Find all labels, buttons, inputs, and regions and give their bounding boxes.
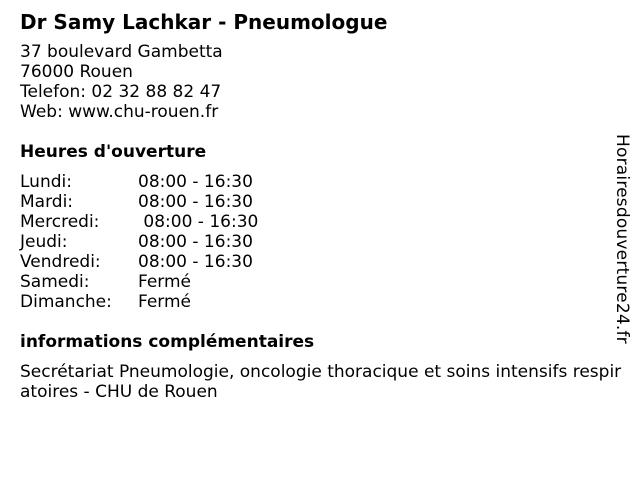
day-label: Samedi:	[20, 272, 90, 292]
time-value: 08:00 - 16:30	[138, 172, 253, 192]
time-value: Fermé	[138, 272, 192, 292]
hours-row-thursday	[20, 232, 620, 252]
phone-number: Telefon: 02 32 88 82 47	[20, 82, 222, 102]
opening-hours-table	[20, 172, 620, 312]
time-value: 08:00 - 16:30	[138, 212, 259, 232]
day-label: Mercredi:	[20, 212, 100, 232]
street-address: 37 boulevard Gambetta	[20, 42, 223, 62]
additional-info-text: Secrétariat Pneumologie, oncologie thoracique et soins intensifs respiratoires - CHU de Rouen	[20, 362, 622, 402]
day-label: Mardi:	[20, 192, 74, 212]
time-value: 08:00 - 16:30	[138, 232, 253, 252]
hours-row-friday	[20, 252, 620, 272]
opening-hours-heading: Heures d'ouverture	[20, 142, 207, 162]
day-label: Jeudi:	[20, 232, 68, 252]
address-block	[20, 42, 620, 122]
day-label: Vendredi:	[20, 252, 101, 272]
day-label: Lundi:	[20, 172, 72, 192]
hours-row-saturday	[20, 272, 620, 292]
time-value: 08:00 - 16:30	[138, 252, 253, 272]
city-postal-code: 76000 Rouen	[20, 62, 133, 82]
hours-row-wednesday	[20, 212, 620, 232]
additional-info-heading: informations complémentaires	[20, 332, 315, 352]
page-title: Dr Samy Lachkar - Pneumologue	[20, 10, 388, 34]
website: Web: www.chu-rouen.fr	[20, 102, 219, 122]
day-label: Dimanche:	[20, 292, 112, 312]
time-value: Fermé	[138, 292, 192, 312]
site-watermark: Horairesdouverture24.fr	[612, 134, 632, 344]
business-card	[20, 8, 620, 402]
hours-row-tuesday	[20, 192, 620, 212]
hours-row-monday	[20, 172, 620, 192]
hours-row-sunday	[20, 292, 620, 312]
time-value: 08:00 - 16:30	[138, 192, 253, 212]
